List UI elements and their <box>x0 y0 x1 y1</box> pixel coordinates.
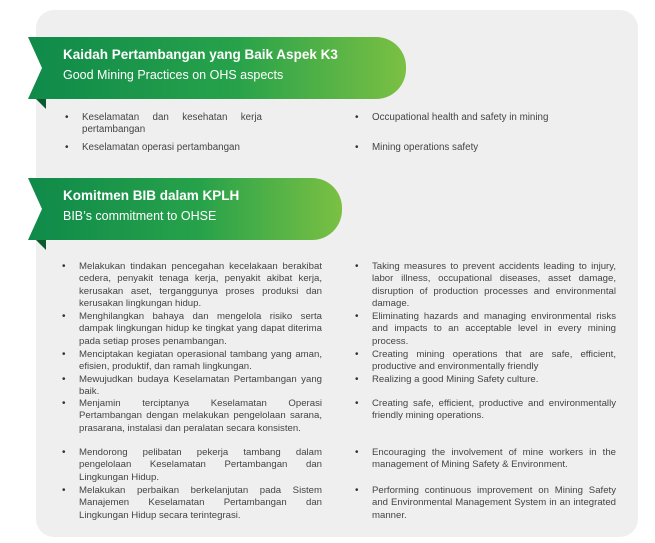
section2-list-id <box>59 261 322 527</box>
list-item: • Creating safe, efficient, productive and environmentally friendly mining operations. <box>355 398 616 422</box>
list-item: • Melakukan tindakan pencegahan kecelakaan berakibat cedera, penyakit tenaga kerja, penyakit akibat kerja, kerusakan aset, terganggunya proses produksi dan kerusakan lingkungan hidup. <box>62 261 322 310</box>
section1-list-id <box>62 112 262 162</box>
banner-fold <box>36 240 46 250</box>
list-item: • Keselamatan operasi pertambangan <box>65 142 240 153</box>
list-item: • Melakukan perbaikan berkelanjutan pada Sistem Manajemen Keselamatan Pertambangan dan Lingkungan Hidup secara terintegrasi. <box>62 485 322 521</box>
list-item: • Mining operations safety <box>355 142 479 153</box>
list-item: • Mendorong pelibatan pekerja tambang dalam pengelolaan Keselamatan Pertambangan dan Lingkungan Hidup. <box>62 447 322 483</box>
list-item: • Menciptakan kegiatan operasional tambang yang aman, efisien, produktif, dan ramah lingkungan. <box>62 349 322 373</box>
section1-title-en: Good Mining Practices on OHS aspects <box>63 68 284 82</box>
section1-list-en <box>352 112 612 162</box>
banner-notch <box>28 37 42 99</box>
section1-banner <box>28 37 406 99</box>
list-item: • Performing continuous improvement on Mining Safety and Environmental Management System in an integrated manner. <box>355 485 616 521</box>
section2-banner <box>28 178 342 240</box>
list-item: • Keselamatan dan kesehatan kerja pertambangan <box>65 112 262 136</box>
list-item: • Menghilangkan bahaya dan mengelola risiko serta dampak lingkungan hidup ke tingkat yang dapat diterima pada setiap proses penambangan. <box>62 311 322 347</box>
list-item: • Menjamin terciptanya Keselamatan Operasi Pertambangan dengan melakukan pengelolaan sarana, prasarana, instalasi dan peralatan secara konsisten. <box>62 398 322 434</box>
section2-title-id: Komitmen BIB dalam KPLH <box>63 188 240 203</box>
banner-notch <box>28 178 42 240</box>
list-item: • Eliminating hazards and managing environmental risks and impacts to an acceptable level in every mining process. <box>355 311 616 347</box>
list-item: • Realizing a good Mining Safety culture. <box>355 374 539 385</box>
list-item: • Creating mining operations that are safe, efficient, productive and environmentally friendly <box>355 349 616 373</box>
list-item: • Occupational health and safety in mining <box>355 112 549 123</box>
list-item: • Mewujudkan budaya Keselamatan Pertambangan yang baik. <box>62 374 322 398</box>
list-item: • Taking measures to prevent accidents leading to injury, labor illness, occupational diseases, asset damage, disruption of production processes and environmental damage. <box>355 261 616 310</box>
banner-fold <box>36 99 46 109</box>
section2-title-en: BIB’s commitment to OHSE <box>63 209 217 223</box>
section1-title-id: Kaidah Pertambangan yang Baik Aspek K3 <box>63 47 338 62</box>
list-item: • Encouraging the involvement of mine workers in the management of Mining Safety & Environment. <box>355 447 616 471</box>
section2-list-en <box>352 261 616 527</box>
